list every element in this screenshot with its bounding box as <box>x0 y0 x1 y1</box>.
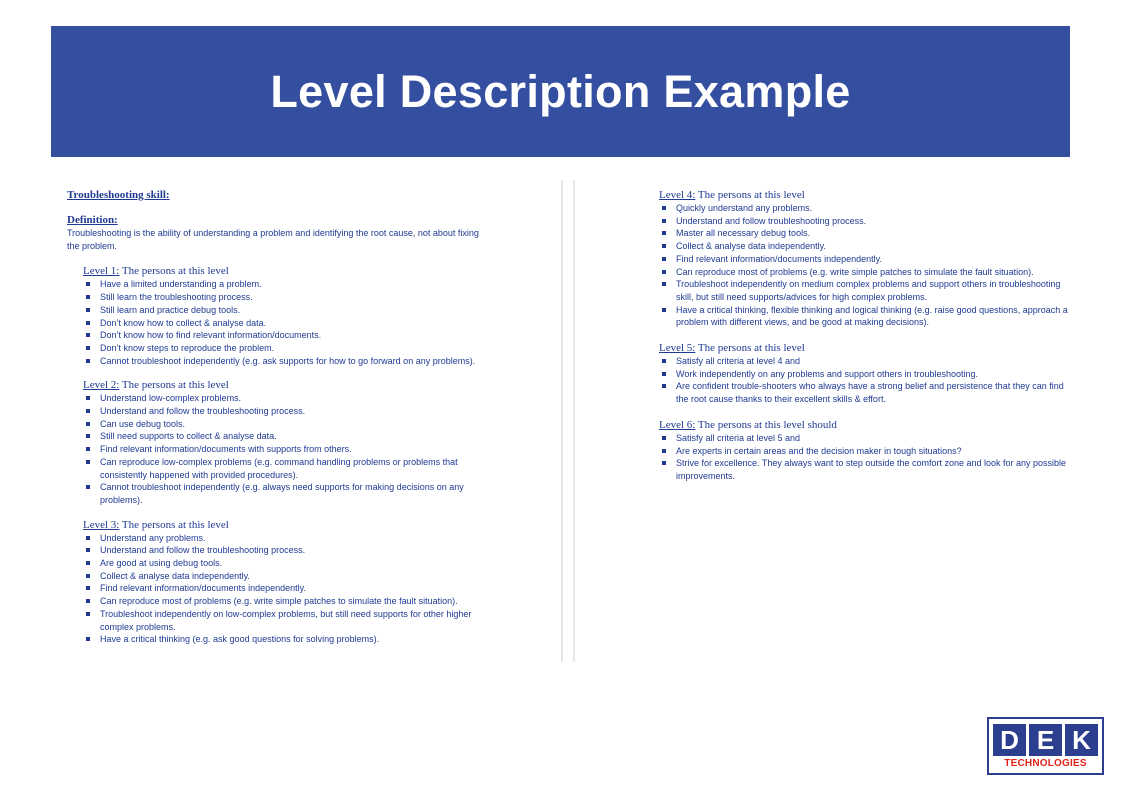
list-item: Collect & analyse data independently. <box>83 570 492 583</box>
level-items-list <box>83 278 492 367</box>
list-item: Still learn the troubleshooting process. <box>83 291 492 304</box>
level-5-section <box>659 341 1069 406</box>
logo-letter: D <box>993 724 1026 756</box>
level-items-list <box>83 532 492 646</box>
level-label: Level 2: <box>83 379 120 392</box>
list-item: Understand and follow the troubleshooting process. <box>83 544 492 557</box>
level-heading <box>83 378 492 392</box>
level-heading <box>659 418 1069 432</box>
logo-letter: E <box>1029 724 1062 756</box>
level-label: Level 3: <box>83 518 120 531</box>
level-heading <box>83 518 492 532</box>
level-heading <box>659 188 1069 202</box>
level-items-list <box>659 355 1069 406</box>
list-item: Can use debug tools. <box>83 418 492 431</box>
list-item: Collect & analyse data independently. <box>659 240 1069 253</box>
list-item: Find relevant information/documents independently. <box>659 253 1069 266</box>
list-item: Work independently on any problems and support others in troubleshooting. <box>659 368 1069 381</box>
list-item: Don’t know how to collect & analyse data. <box>83 317 492 330</box>
page-divider <box>561 180 575 662</box>
level-label: Level 6: <box>659 418 696 431</box>
list-item: Master all necessary debug tools. <box>659 227 1069 240</box>
list-item: Find relevant information/documents with supports from others. <box>83 443 492 456</box>
list-item: Still learn and practice debug tools. <box>83 304 492 317</box>
list-item: Understand low-complex problems. <box>83 392 492 405</box>
level-description: The persons at this level <box>695 342 805 355</box>
list-item: Satisfy all criteria at level 5 and <box>659 432 1069 445</box>
list-item: Cannot troubleshoot independently (e.g. always need supports for making decisions on any problems). <box>83 481 492 506</box>
level-items-list <box>83 392 492 506</box>
level-3-section <box>83 518 492 646</box>
list-item: Have a critical thinking (e.g. ask good questions for solving problems). <box>83 633 492 646</box>
level-label: Level 4: <box>659 189 696 201</box>
logo-letter: K <box>1065 724 1098 756</box>
title-banner <box>51 26 1070 157</box>
list-item: Understand and follow the troubleshooting process. <box>83 405 492 418</box>
level-label: Level 5: <box>659 342 696 355</box>
list-item: Understand any problems. <box>83 532 492 545</box>
level-1-section <box>83 264 492 367</box>
list-item: Can reproduce most of problems (e.g. write simple patches to simulate the fault situation). <box>83 595 492 608</box>
list-item: Cannot troubleshoot independently (e.g. ask supports for how to go forward on any problems). <box>83 355 492 368</box>
logo-letters <box>993 724 1098 756</box>
list-item: Strive for excellence. They always want to step outside the comfort zone and look for any possible improvements. <box>659 457 1069 482</box>
level-description: The persons at this level should <box>695 418 837 431</box>
level-description: The persons at this level <box>119 379 229 392</box>
level-4-section <box>659 188 1069 329</box>
level-heading <box>659 341 1069 355</box>
list-item: Troubleshoot independently on medium complex problems and support others in troubleshooting skill, but still need supports/advices for high complex problems. <box>659 278 1069 303</box>
level-label: Level 1: <box>83 265 120 278</box>
list-item: Can reproduce low-complex problems (e.g. command handling problems or problems that consistently happened with provided procedures). <box>83 456 492 481</box>
list-item: Satisfy all criteria at level 4 and <box>659 355 1069 368</box>
level-heading <box>83 264 492 278</box>
level-2-section <box>83 378 492 506</box>
slide-title: Level Description Example <box>270 65 851 117</box>
list-item: Quickly understand any problems. <box>659 202 1069 215</box>
definition-text: Troubleshooting is the ability of understanding a problem and identifying the root cause, not about fixing the problem. <box>67 228 479 251</box>
list-item: Find relevant information/documents independently. <box>83 582 492 595</box>
level-6-section <box>659 418 1069 483</box>
list-item: Don’t know steps to reproduce the problem. <box>83 342 492 355</box>
list-item: Troubleshoot independently on low-complex problems, but still need supports for other higher complex problems. <box>83 608 492 633</box>
document-right-column <box>659 188 1069 483</box>
document-left-column <box>67 188 492 646</box>
list-item: Have a critical thinking, flexible thinking and logical thinking (e.g. raise good questions, approach a problem with different views, and be good at making decisions). <box>659 304 1069 329</box>
company-logo <box>987 717 1104 775</box>
list-item: Still need supports to collect & analyse data. <box>83 430 492 443</box>
level-items-list <box>659 432 1069 483</box>
level-description: The persons at this level <box>695 189 805 201</box>
level-items-list <box>659 202 1069 329</box>
list-item: Are good at using debug tools. <box>83 557 492 570</box>
list-item: Have a limited understanding a problem. <box>83 278 492 291</box>
list-item: Are confident trouble-shooters who always have a strong belief and persistence that they can find the root cause thanks to their excellent skills & effort. <box>659 380 1069 405</box>
document-heading: Troubleshooting skill: <box>67 189 170 201</box>
level-description: The persons at this level <box>119 518 229 531</box>
list-item: Don’t know how to find relevant information/documents. <box>83 329 492 342</box>
list-item: Are experts in certain areas and the decision maker in tough situations? <box>659 445 1069 458</box>
definition-heading: Definition: <box>67 214 118 226</box>
list-item: Can reproduce most of problems (e.g. write simple patches to simulate the fault situation). <box>659 266 1069 279</box>
logo-tagline: TECHNOLOGIES <box>1004 758 1087 769</box>
list-item: Understand and follow troubleshooting process. <box>659 215 1069 228</box>
level-description: The persons at this level <box>119 265 229 278</box>
